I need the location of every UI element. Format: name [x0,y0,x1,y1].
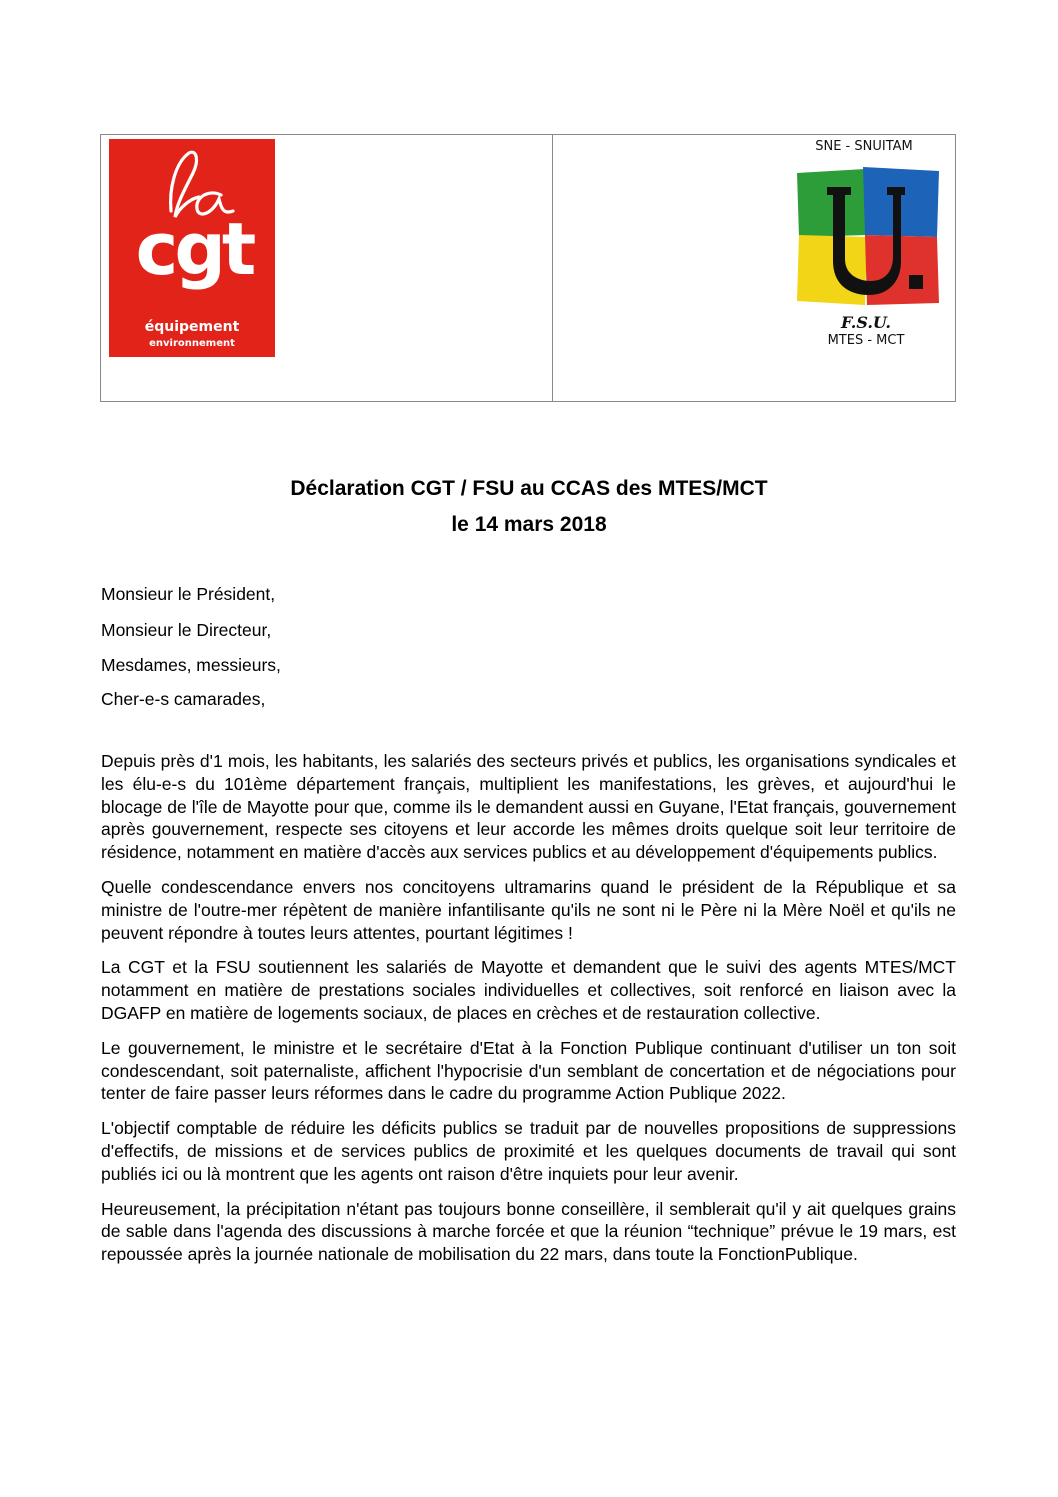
fsu-logo-graphic [793,165,943,309]
logo-header-table [100,134,956,402]
salutation-line: Monsieur le Président, [101,584,276,604]
salutation-line: Mesdames, messieurs, [101,655,281,675]
salutation-line: Cher-e-s camarades, [101,689,266,709]
body-paragraph: Heureusement, la précipitation n'étant pas toujours bonne conseillère, il semblerait qu'il y ait quelques grains de sable dans l'agenda des discussions à marche forcée et que la réunion “technique” prévue le 19 mars, est repoussée après la journée nationale de mobilisation du 22 mars, dans toute la FonctionPublique. [101,1198,956,1265]
cgt-logo-cell [101,135,553,401]
fsu-logo-cell [553,135,955,401]
document-body [101,750,956,1278]
body-paragraph: La CGT et la FSU soutiennent les salariés de Mayotte et demandent que le suivi des agents MTES/MCT notamment en matière de prestations sociales individuelles et collectives, soit renforcé en liaison avec la DGAFP en matière de logements sociaux, de places en crèches et de restauration collective. [101,957,956,1023]
body-paragraph: Quelle condescendance envers nos concitoyens ultramarins quand le président de la République et sa ministre de l'outre-mer répètent de manière infantilisante qu'ils ne sont ni le Père ni la Mère Noël et qu'ils ne peuvent répondre à toutes leurs attentes, pourtant légitimes ! [101,876,956,943]
cgt-logo [109,139,275,357]
document-title: Déclaration CGT / FSU au CCAS des MTES/MCT [290,477,768,500]
fsu-union-name: SNE - SNUITAM [815,139,913,154]
fsu-name: F.S.U. [841,313,891,332]
cgt-subtitle-equipement: équipement [144,319,240,335]
cgt-subtitle-environnement: environnement [149,338,235,349]
cgt-wordmark: cgt [135,207,253,291]
body-paragraph: L'objectif comptable de réduire les déficits publics se traduit par de nouvelles propositions de suppressions d'effectifs, de missions et de services publics de proximité et les quelques documents de travail qui sont publiés ici ou là montrent que les agents ont raison d'être inquiets pour leur avenir. [101,1118,956,1184]
body-paragraph: Depuis près d'1 mois, les habitants, les salariés des secteurs privés et publics, les organisations syndicales et les élu-e-s du 101ème département français, multiplient les manifestations, les grèves, et aujourd'hui le blocage de l'île de Mayotte pour que, comme ils le demandent aussi en Guyane, l'Etat français, gouvernement après gouvernement, respecte ses citoyens et leur accorde les mêmes droits quelque soit leur territoire de résidence, notamment en matière d'accès aux services publics et au développement d'équipements publics. [101,751,956,863]
salutation-line: Monsieur le Directeur, [101,620,272,640]
document-date: le 14 mars 2018 [451,513,607,536]
fsu-ministry: MTES - MCT [827,333,905,348]
body-paragraph: Le gouvernement, le ministre et le secrétaire d'Etat à la Fonction Publique continuant d'utiliser un ton soit condescendant, soit paternaliste, affichent l'hypocrisie d'un semblant de concertation et de négociations pour tenter de faire passer leurs réformes dans le cadre du programme Action Publique 2022. [101,1037,956,1104]
